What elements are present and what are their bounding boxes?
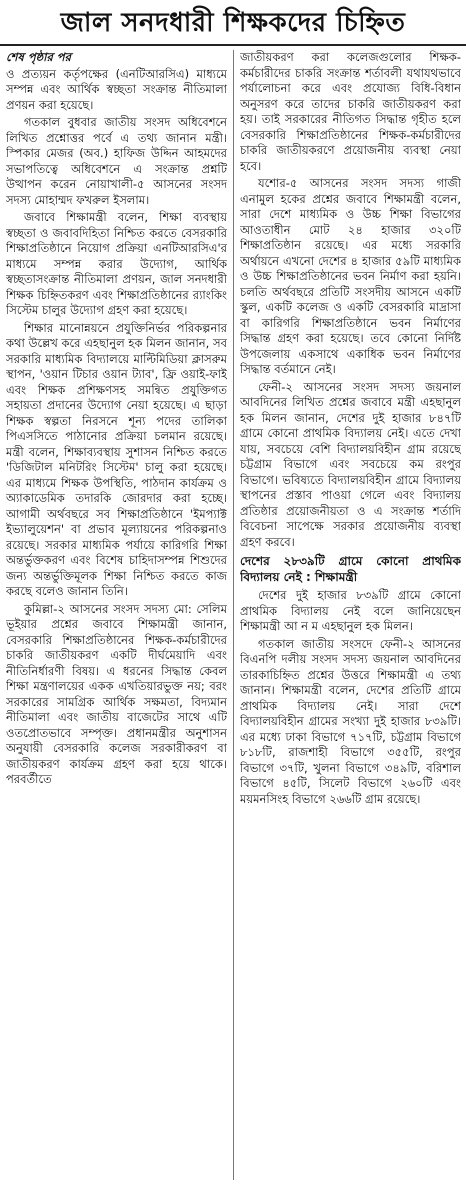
paragraph: জবাবে শিক্ষামন্ত্রী বলেন, শিক্ষা ব্যবস্থায় স্বচ্ছতা ও জবাবদিহিতা নিশ্চিত করতে বেসরকারি শিক্ষাপ্রতিষ্ঠানে নিয়োগ প্রক্রিয়া এনটিআরসিএ'র মাধ্যমে সম্পন্ন করার উদ্যোগ, আর্থিক স্বচ্ছতাসংক্রান্ত নীতিমালা প্রণয়ন, জাল সনদধারী শিক্ষক চিহ্নিতকরণ এবং শিক্ষাপ্রতিষ্ঠানের র‍্যাংকিং সিস্টেম চালুর উদ্যোগ গ্রহণ করা হয়েছে। [6, 210, 227, 317]
right-column [240, 50, 461, 1182]
left-column [6, 50, 227, 1182]
column-divider [233, 50, 234, 1180]
paragraph: কুমিল্লা-২ আসনের সংসদ সদস্য মো: সেলিম ভূইয়ার প্রশ্নের জবাবে শিক্ষামন্ত্রী জানান, বেসরকারি শিক্ষাপ্রতিষ্ঠানের শিক্ষক-কর্মচারীদের চাকরি জাতীয়করণ একটি দীর্ঘমেয়াদি এবং নীতিনির্ধারণী বিষয়। এ ধরনের সিদ্ধান্ত কেবল শিক্ষা মন্ত্রণালয়ের একক এখতিয়ারভুক্ত নয়; বরং সরকারের সামগ্রিক আর্থিক সক্ষমতা, বিদ্যমান নীতিমালা এবং জাতীয় বাজেটের সাথে এটি ওতপ্রোতভাবে সম্পৃক্ত। প্রধানমন্ত্রীর অনুশাসন অনুযায়ী বেসরকারি কলেজ সরকারীকরণ বা জাতীয়করণ কার্যক্রম গ্রহণ করা হয়ে থাকে। পরবর্তীতে [6, 601, 227, 786]
continuation-label: শেষ পৃষ্ঠার পর [6, 50, 71, 64]
paragraph: যশোর-৫ আসনের সংসদ সদস্য গাজী এনামুল হকের প্রশ্নের জবাবে শিক্ষামন্ত্রী বলেন, সারা দেশে মাধ্যমিক ও উচ্চ শিক্ষা বিভাগের আওতাধীন মোট ২৪ হাজার ৩২০টি শিক্ষাপ্রতিষ্ঠান রয়েছে। এর মধ্যে সরকারি অর্থায়নে এখনো দেশের ৪ হাজার ৫৯টি মাধ্যমিক ও উচ্চ শিক্ষাপ্রতিষ্ঠানের ভবন নির্মাণ করা হয়নি। চলতি অর্থবছরে প্রতিটি সংসদীয় আসনে একটি স্কুল, একটি কলেজ ও একটি বেসরকারি মাদ্রাসা বা কারিগরি শিক্ষাপ্রতিষ্ঠানে ভবন নির্মাণের সিদ্ধান্ত গ্রহণ করা হয়েছে। তবে কোনো নির্দিষ্ট উপজেলায় একসাথে একাধিক ভবন নির্মাণের সিদ্ধান্ত বর্তমানে নেই। [240, 176, 461, 376]
paragraph: গতকাল বুধবার জাতীয় সংসদ অধিবেশনে লিখিত প্রশ্নোত্তর পর্বে এ তথ্য জানান মন্ত্রী। স্পিকার মেজর (অব.) হাফিজ উদ্দিন আহমদের সভাপতিত্বে অধিবেশনে এ সংক্রান্ত প্রশ্নটি উত্থাপন করেন নোয়াখালী-৫ আসনের সংসদ সদস্য মোহাম্মদ ফখরুল ইসলাম। [6, 115, 227, 207]
headline: জাল সনদধারী শিক্ষকদের চিহ্নিত [0, 0, 466, 46]
paragraph: ও প্রত্যয়ন কর্তৃপক্ষের (এনটিআরসিএ) মাধ্যমে সম্পন্ন এবং আর্থিক স্বচ্ছতা সংক্রান্ত নীতিমালা প্রণয়ন করা হয়েছে। [6, 66, 227, 112]
paragraph: শিক্ষার মানোন্নয়নে প্রযুক্তিনির্ভর পরিকল্পনার কথা উল্লেখ করে এহছানুল হক মিলন জানান, সব সরকারি মাধ্যমিক বিদ্যালয়ে মাল্টিমিডিয়া ক্লাসরুম স্থাপন, 'ওয়ান টিচার ওয়ান ট্যাব', ফ্রি ওয়াই-ফাই এবং শিক্ষক প্রশিক্ষণসহ সমন্বিত প্রযুক্তিগত সহায়তা প্রদানের উদ্যোগ নেয়া হয়েছে। এ ছাড়া শিক্ষক স্বল্পতা নিরসনে শূন্য পদের তালিকা পিএসসিতে পাঠানোর প্রক্রিয়া চলমান রয়েছে। মন্ত্রী বলেন, শিক্ষাব্যবস্থায় সুশাসন নিশ্চিত করতে 'ডিজিটাল মনিটরিং সিস্টেম' চালু করা হয়েছে। এর মাধ্যমে শিক্ষক উপস্থিতি, পাঠদান কার্যক্রম ও অ্যাকাডেমিক তদারকি জোরদার করা হচ্ছে। আগামী অর্থবছরে সব শিক্ষাপ্রতিষ্ঠানে 'ইমপ্যাক্ট ইভ্যালুয়েশন' বা প্রভাব মূল্যায়নের পরিকল্পনাও রয়েছে। সরকার মাধ্যমিক পর্যায়ে কারিগরি শিক্ষা অন্তর্ভুক্তকরণ এবং বিশেষ চাহিদাসম্পন্ন শিশুদের জন্য অন্তর্ভুক্তিমূলক শিক্ষা নিশ্চিত করতে কাজ করছে বলেও জানান তিনি। [6, 320, 227, 598]
paragraph: গতকাল জাতীয় সংসদে ফেনী-২ আসনের বিএনপি দলীয় সংসদ সদস্য জয়নাল আবদিনের তারকাচিহ্নিত প্রশ্নের উত্তরে শিক্ষামন্ত্রী এ তথ্য জানান। শিক্ষামন্ত্রী বলেন, দেশের প্রতিটি গ্রামে প্রাথমিক বিদ্যালয় নেই। সারা দেশে বিদ্যালয়বিহীন গ্রামের সংখ্যা দুই হাজার ৮৩৯টি। এর মধ্যে ঢাকা বিভাগে ৭১৭টি, চট্টগ্রাম বিভাগে ৮১৮টি, রাজশাহী বিভাগে ৩৫৫টি, রংপুর বিভাগে ৩৭টি, খুলনা বিভাগে ৩৪৯টি, বরিশাল বিভাগে ৪৫টি, সিলেট বিভাগে ২৬০টি এবং ময়মনসিংহ বিভাগে ২৬৬টি গ্রাম রয়েছে। [240, 636, 461, 806]
subheading: দেশের ২৮৩৯টি গ্রামে কোনো প্রাথমিক বিদ্যালয় নেই : শিক্ষামন্ত্রী [240, 554, 461, 584]
paragraph: দেশের দুই হাজার ৮৩৯টি গ্রামে কোনো প্রাথমিক বিদ্যালয় নেই বলে জানিয়েছেন শিক্ষামন্ত্রী আ ন ম এহছানুল হক মিলন। [240, 588, 461, 633]
paragraph: জাতীয়করণ করা কলেজগুলোর শিক্ষক-কর্মচারীদের চাকরি সংক্রান্ত শর্তাবলী যথাযথভাবে পর্যালোচনা করে এবং প্রযোজ্য বিধি-বিধান অনুসরণ করে তাদের চাকরি জাতীয়করণ করা হয়। তাই সরকারের নীতিগত সিদ্ধান্ত গৃহীত হলে বেসরকারি শিক্ষাপ্রতিষ্ঠানের শিক্ষক-কর্মচারীদের চাকরি জাতীয়করণে প্রয়োজনীয় ব্যবস্থা নেয়া হবে। [240, 50, 461, 173]
paragraph: ফেনী-২ আসনের সংসদ সদস্য জয়নাল আবদিনের লিখিত প্রশ্নের জবাবে মন্ত্রী এহছানুল হক মিলন জানান, দেশের দুই হাজার ৮৪৭টি গ্রামে কোনো প্রাথমিক বিদ্যালয় নেই। এতে দেখা যায়, সবচেয়ে বেশি বিদ্যালয়বিহীন গ্রাম রয়েছে চট্টগ্রাম বিভাগে এবং সবচেয়ে কম রংপুর বিভাগে। ভবিষ্যতে বিদ্যালয়বিহীন গ্রামে বিদ্যালয় স্থাপনের প্রস্তাব পাওয়া গেলে এবং বিদ্যালয় প্রতিষ্ঠার প্রয়োজনীয়তা ও এ সংক্রান্ত শর্তাদি বিবেচনা সাপেক্ষে সরকার প্রয়োজনীয় ব্যবস্থা গ্রহণ করবে। [240, 379, 461, 549]
